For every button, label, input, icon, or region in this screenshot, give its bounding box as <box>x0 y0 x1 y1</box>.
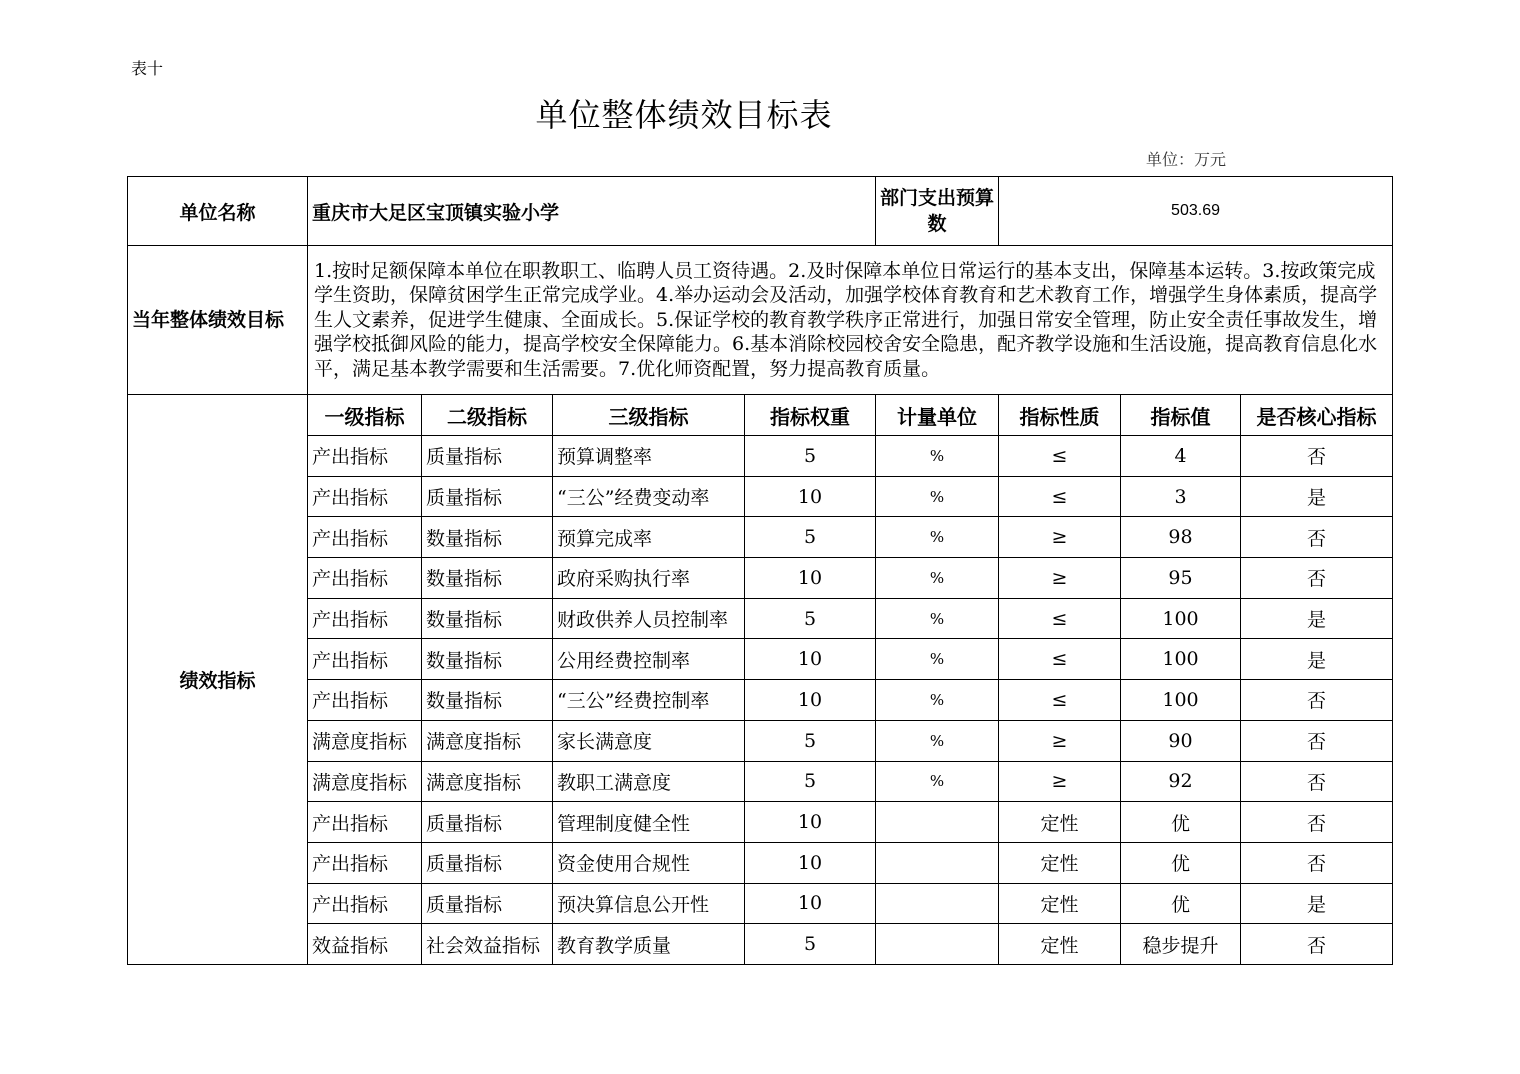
nature-cell: ≥ <box>999 720 1121 761</box>
table-row <box>128 517 1393 558</box>
weight-cell: 5 <box>745 720 876 761</box>
value-cell: 98 <box>1121 517 1241 558</box>
value-cell: 100 <box>1121 598 1241 639</box>
unit-cell: % <box>876 436 999 477</box>
core-cell: 是 <box>1241 598 1393 639</box>
weight-cell: 5 <box>745 761 876 802</box>
level3-cell: 公用经费控制率 <box>553 639 745 680</box>
unit-cell: % <box>876 720 999 761</box>
nature-cell: 定性 <box>999 883 1121 924</box>
column-header: 二级指标 <box>422 395 553 436</box>
weight-cell: 10 <box>745 639 876 680</box>
level2-cell: 数量指标 <box>422 639 553 680</box>
table-row <box>128 802 1393 843</box>
budget-label: 部门支出预算数 <box>876 177 999 246</box>
weight-cell: 5 <box>745 598 876 639</box>
table-row <box>128 476 1393 517</box>
level2-cell: 满意度指标 <box>422 761 553 802</box>
core-cell: 否 <box>1241 517 1393 558</box>
core-cell: 否 <box>1241 436 1393 477</box>
nature-cell: ≤ <box>999 680 1121 721</box>
level2-cell: 数量指标 <box>422 680 553 721</box>
level1-cell: 产出指标 <box>308 842 422 883</box>
unit-cell: % <box>876 517 999 558</box>
weight-cell: 10 <box>745 802 876 843</box>
goal-row <box>128 246 1393 395</box>
budget-value: 503.69 <box>999 177 1393 246</box>
table-row <box>128 842 1393 883</box>
unit-cell: % <box>876 761 999 802</box>
unit-cell <box>876 924 999 965</box>
unit-info-row <box>128 177 1393 246</box>
level3-cell: 预决算信息公开性 <box>553 883 745 924</box>
level3-cell: 预算完成率 <box>553 517 745 558</box>
level2-cell: 质量指标 <box>422 883 553 924</box>
unit-cell <box>876 842 999 883</box>
weight-cell: 5 <box>745 436 876 477</box>
core-cell: 否 <box>1241 558 1393 599</box>
performance-target-table <box>127 176 1393 965</box>
level3-cell: 预算调整率 <box>553 436 745 477</box>
unit-cell: % <box>876 639 999 680</box>
weight-cell: 10 <box>745 842 876 883</box>
core-cell: 否 <box>1241 680 1393 721</box>
unit-name-label: 单位名称 <box>128 177 308 246</box>
weight-cell: 5 <box>745 517 876 558</box>
core-cell: 是 <box>1241 639 1393 680</box>
goal-text: 1.按时足额保障本单位在职教职工、临聘人员工资待遇。2.及时保障本单位日常运行的基本支出，保障基本运转。3.按政策完成学生资助，保障贫困学生正常完成学业。4.举办运动会及活动，加强学校体育教育和艺术教育工作，增强学生身体素质，提高学生人文素养，促进学生健康、全面成长。5.保证学校的教育教学秩序正常进行，加强日常安全管理，防止安全责任事故发生，增强学校抵御风险的能力，提高学校安全保障能力。6.基本消除校园校舍安全隐患，配齐教学设施和生活设施，提高教育信息化水平，满足基本教学需要和生活需要。7.优化师资配置，努力提高教育质量。 <box>308 246 1393 395</box>
value-cell: 优 <box>1121 802 1241 843</box>
unit-note: 单位：万元 <box>1146 150 1227 169</box>
core-cell: 否 <box>1241 761 1393 802</box>
level1-cell: 满意度指标 <box>308 720 422 761</box>
level2-cell: 质量指标 <box>422 802 553 843</box>
core-cell: 否 <box>1241 802 1393 843</box>
value-cell: 90 <box>1121 720 1241 761</box>
column-header: 三级指标 <box>553 395 745 436</box>
table-row <box>128 436 1393 477</box>
unit-cell <box>876 883 999 924</box>
weight-cell: 10 <box>745 558 876 599</box>
value-cell: 100 <box>1121 680 1241 721</box>
table-row <box>128 680 1393 721</box>
level2-cell: 数量指标 <box>422 517 553 558</box>
level2-cell: 数量指标 <box>422 558 553 599</box>
level3-cell: 家长满意度 <box>553 720 745 761</box>
level3-cell: 管理制度健全性 <box>553 802 745 843</box>
level2-cell: 数量指标 <box>422 598 553 639</box>
table-row <box>128 598 1393 639</box>
indicators-label: 绩效指标 <box>128 395 308 965</box>
column-header: 计量单位 <box>876 395 999 436</box>
level1-cell: 产出指标 <box>308 883 422 924</box>
value-cell: 优 <box>1121 842 1241 883</box>
value-cell: 95 <box>1121 558 1241 599</box>
level2-cell: 社会效益指标 <box>422 924 553 965</box>
level1-cell: 满意度指标 <box>308 761 422 802</box>
column-header: 指标值 <box>1121 395 1241 436</box>
indicator-header-row <box>128 395 1393 436</box>
column-header: 是否核心指标 <box>1241 395 1393 436</box>
core-cell: 否 <box>1241 720 1393 761</box>
value-cell: 92 <box>1121 761 1241 802</box>
table-row <box>128 639 1393 680</box>
core-cell: 是 <box>1241 476 1393 517</box>
nature-cell: ≤ <box>999 476 1121 517</box>
level3-cell: 政府采购执行率 <box>553 558 745 599</box>
value-cell: 优 <box>1121 883 1241 924</box>
value-cell: 稳步提升 <box>1121 924 1241 965</box>
table-row <box>128 924 1393 965</box>
level2-cell: 质量指标 <box>422 436 553 477</box>
table-row <box>128 761 1393 802</box>
unit-name-value: 重庆市大足区宝顶镇实验小学 <box>308 177 876 246</box>
level1-cell: 产出指标 <box>308 639 422 680</box>
level1-cell: 效益指标 <box>308 924 422 965</box>
goal-label: 当年整体绩效目标 <box>128 246 308 395</box>
level3-cell: 教育教学质量 <box>553 924 745 965</box>
table-row <box>128 558 1393 599</box>
value-cell: 4 <box>1121 436 1241 477</box>
level3-cell: “三公”经费变动率 <box>553 476 745 517</box>
table-row <box>128 883 1393 924</box>
level3-cell: 资金使用合规性 <box>553 842 745 883</box>
level2-cell: 质量指标 <box>422 842 553 883</box>
unit-cell: % <box>876 558 999 599</box>
weight-cell: 10 <box>745 883 876 924</box>
nature-cell: ≥ <box>999 761 1121 802</box>
column-header: 一级指标 <box>308 395 422 436</box>
weight-cell: 5 <box>745 924 876 965</box>
unit-cell <box>876 802 999 843</box>
nature-cell: 定性 <box>999 842 1121 883</box>
table-row <box>128 720 1393 761</box>
page-title: 单位整体绩效目标表 <box>535 96 833 134</box>
nature-cell: ≥ <box>999 558 1121 599</box>
value-cell: 3 <box>1121 476 1241 517</box>
core-cell: 是 <box>1241 883 1393 924</box>
level1-cell: 产出指标 <box>308 802 422 843</box>
column-header: 指标性质 <box>999 395 1121 436</box>
weight-cell: 10 <box>745 680 876 721</box>
level2-cell: 质量指标 <box>422 476 553 517</box>
level1-cell: 产出指标 <box>308 476 422 517</box>
level1-cell: 产出指标 <box>308 598 422 639</box>
nature-cell: 定性 <box>999 802 1121 843</box>
level3-cell: “三公”经费控制率 <box>553 680 745 721</box>
level2-cell: 满意度指标 <box>422 720 553 761</box>
level3-cell: 教职工满意度 <box>553 761 745 802</box>
level1-cell: 产出指标 <box>308 517 422 558</box>
nature-cell: ≤ <box>999 639 1121 680</box>
nature-cell: 定性 <box>999 924 1121 965</box>
nature-cell: ≥ <box>999 517 1121 558</box>
core-cell: 否 <box>1241 924 1393 965</box>
nature-cell: ≤ <box>999 436 1121 477</box>
value-cell: 100 <box>1121 639 1241 680</box>
level1-cell: 产出指标 <box>308 558 422 599</box>
unit-cell: % <box>876 476 999 517</box>
unit-cell: % <box>876 598 999 639</box>
level1-cell: 产出指标 <box>308 680 422 721</box>
nature-cell: ≤ <box>999 598 1121 639</box>
core-cell: 否 <box>1241 842 1393 883</box>
level3-cell: 财政供养人员控制率 <box>553 598 745 639</box>
level1-cell: 产出指标 <box>308 436 422 477</box>
column-header: 指标权重 <box>745 395 876 436</box>
unit-cell: % <box>876 680 999 721</box>
table-number-label: 表十 <box>131 59 164 78</box>
weight-cell: 10 <box>745 476 876 517</box>
